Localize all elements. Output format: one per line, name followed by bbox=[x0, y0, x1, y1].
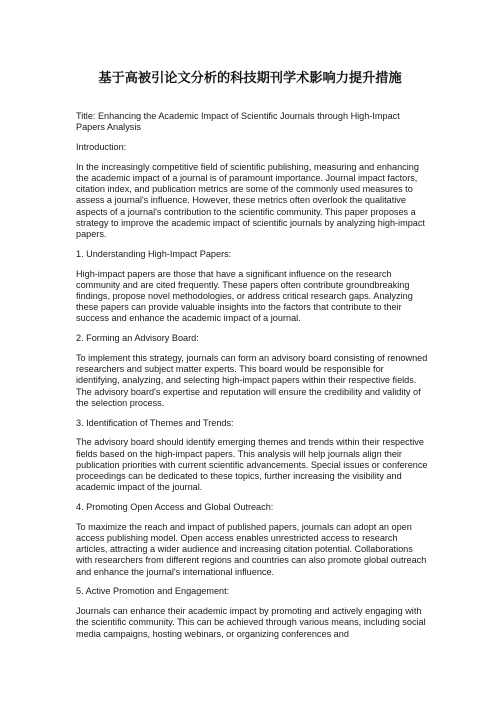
section-heading-3: 3. Identification of Themes and Trends: bbox=[76, 417, 234, 428]
section-heading-5: 5. Active Promotion and Engagement: bbox=[76, 586, 230, 597]
paper-title: Title: Enhancing the Academic Impact of Scientific Journals through High-Impact Papers Analysis bbox=[76, 111, 400, 133]
document-title: 基于高被引论文分析的科技期刊学术影响力提升措施 bbox=[98, 71, 402, 86]
paragraph-section-4: To maximize the reach and impact of published papers, journals can adopt an open access publishing model. Open access enables unrestricted access to research articles, attracting a wider audience and increasing citation potential. Collaborations with researchers from different regions and countries can also promote global outreach and enhance the journal's international influence. bbox=[76, 521, 427, 577]
section-heading-2: 2. Forming an Advisory Board: bbox=[76, 333, 199, 344]
paragraph-section-3: The advisory board should identify emerging themes and trends within their respective fields based on the high-impact papers. This analysis will help journals align their publication priorities with current scientific advancements. Special issues or conference proceedings can be dedicated to these topics, further increasing the visibility and academic impact of the journal. bbox=[76, 437, 428, 493]
paragraph-section-5: Journals can enhance their academic impact by promoting and actively engaging with the scientific community. This can be achieved through various means, including social media campaigns, hosting webinars, or organizing conferences and bbox=[76, 606, 426, 639]
section-heading-1: 1. Understanding High-Impact Papers: bbox=[76, 248, 232, 259]
document-body bbox=[76, 111, 428, 648]
section-heading-introduction: Introduction: bbox=[76, 142, 127, 152]
paragraph-section-2: To implement this strategy, journals can form an advisory board consisting of renowned researchers and subject matter experts. This board would be responsible for identifying, analyzing, and selecting high-impact papers within their respective fields. The advisory board's expertise and reputation will ensure the credibility and validity of the selection process. bbox=[76, 353, 428, 408]
section-heading-4: 4. Promoting Open Access and Global Outreach: bbox=[76, 502, 274, 513]
paragraph-section-1: High-impact papers are those that have a significant influence on the research community and are cited frequently. These papers often contribute groundbreaking findings, propose novel methodologies, or address critical research gaps. Analyzing these papers can provide valuable insights into the factors that contribute to their success and enhance the academic impact of a journal. bbox=[76, 268, 413, 324]
paragraph-introduction: In the increasingly competitive field of scientific publishing, measuring and enhancing the academic impact of a journal is of paramount importance. Journal impact factors, citation index, and publication metrics are some of the commonly used measures to assess a journal's influence. However, these metrics often overlook the qualitative aspects of a journal's contribution to the scientific community. This paper proposes a strategy to improve the academic impact of scientific journals by analyzing high-impact papers. bbox=[76, 161, 425, 240]
